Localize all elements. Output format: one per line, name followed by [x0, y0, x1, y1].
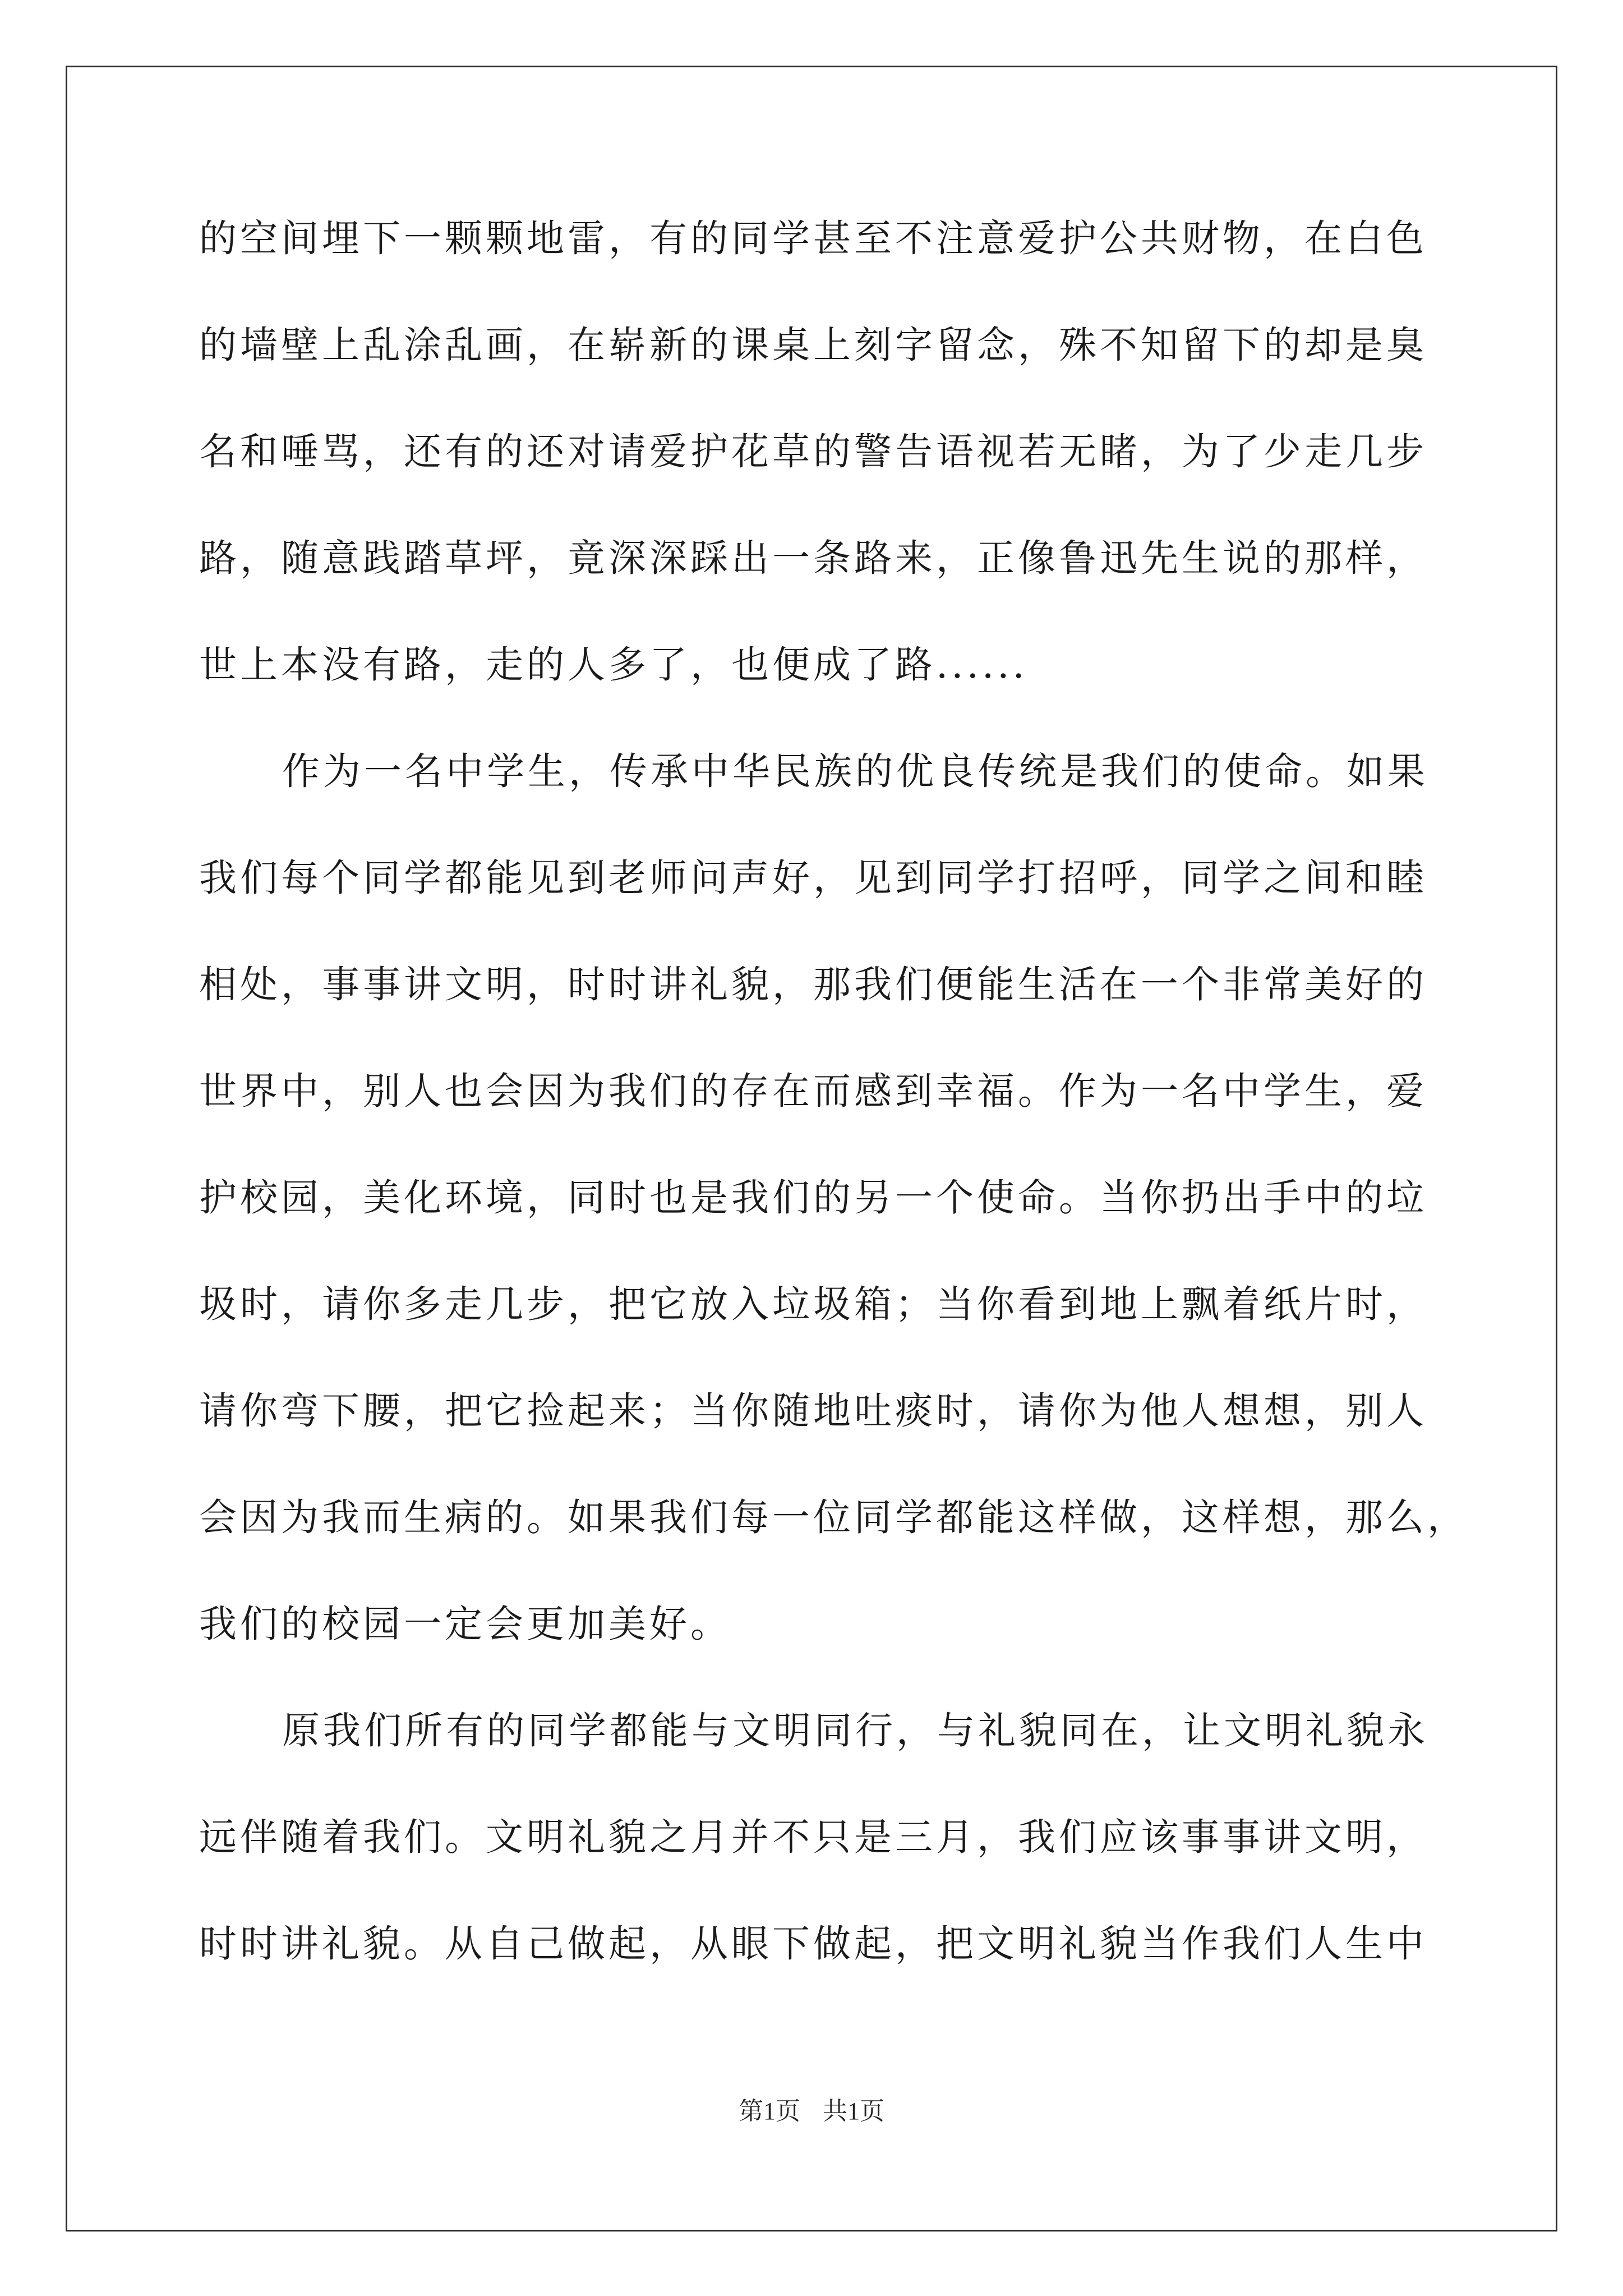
- text-line: 远伴随着我们。文明礼貌之月并不只是三月，我们应该事事讲文明，: [199, 1815, 1427, 1859]
- document-body: [199, 210, 1468, 2022]
- text-line: 的墙壁上乱涂乱画，在崭新的课桌上刻字留念，殊不知留下的却是臭: [199, 323, 1427, 367]
- paragraph-first-line: 作为一名中学生，传承中华民族的优良传统是我们的使命。如果: [282, 749, 1428, 793]
- text-line: 的空间埋下一颗颗地雷，有的同学甚至不注意爱护公共财物，在白色: [199, 217, 1427, 260]
- text-line: 时时讲礼貌。从自己做起，从眼下做起，把文明礼貌当作我们人生中: [199, 1922, 1427, 1966]
- page-footer: [0, 2091, 1623, 2127]
- text-line: 我们的校园一定会更加美好。: [199, 1602, 731, 1646]
- text-line: 圾时，请你多走几步，把它放入垃圾箱；当你看到地上飘着纸片时，: [199, 1282, 1427, 1326]
- text-line: 世上本没有路，走的人多了，也便成了路......: [199, 643, 1028, 687]
- text-line: 请你弯下腰，把它捡起来；当你随地吐痰时，请你为他人想想，别人: [199, 1389, 1427, 1433]
- text-line: 世界中，别人也会因为我们的存在而感到幸福。作为一名中学生，爱: [199, 1069, 1427, 1113]
- text-line: 路，随意践踏草坪，竟深深踩出一条路来，正像鲁迅先生说的那样，: [199, 536, 1427, 580]
- page-number: 第1页: [739, 2097, 800, 2125]
- text-line: 名和唾骂，还有的还对请爱护花草的警告语视若无睹，为了少走几步: [199, 430, 1427, 473]
- text-line: 我们每个同学都能见到老师问声好，见到同学打招呼，同学之间和睦: [199, 856, 1427, 900]
- page-total: 共1页: [823, 2097, 884, 2125]
- text-line: 护校园，美化环境，同时也是我们的另一个使命。当你扔出手中的垃: [199, 1176, 1427, 1220]
- paragraph-first-line: 原我们所有的同学都能与文明同行，与礼貌同在，让文明礼貌永: [282, 1709, 1428, 1752]
- text-line: 会因为我而生病的。如果我们每一位同学都能这样做，这样想，那么，: [199, 1496, 1468, 1539]
- text-line: 相处，事事讲文明，时时讲礼貌，那我们便能生活在一个非常美好的: [199, 963, 1427, 1006]
